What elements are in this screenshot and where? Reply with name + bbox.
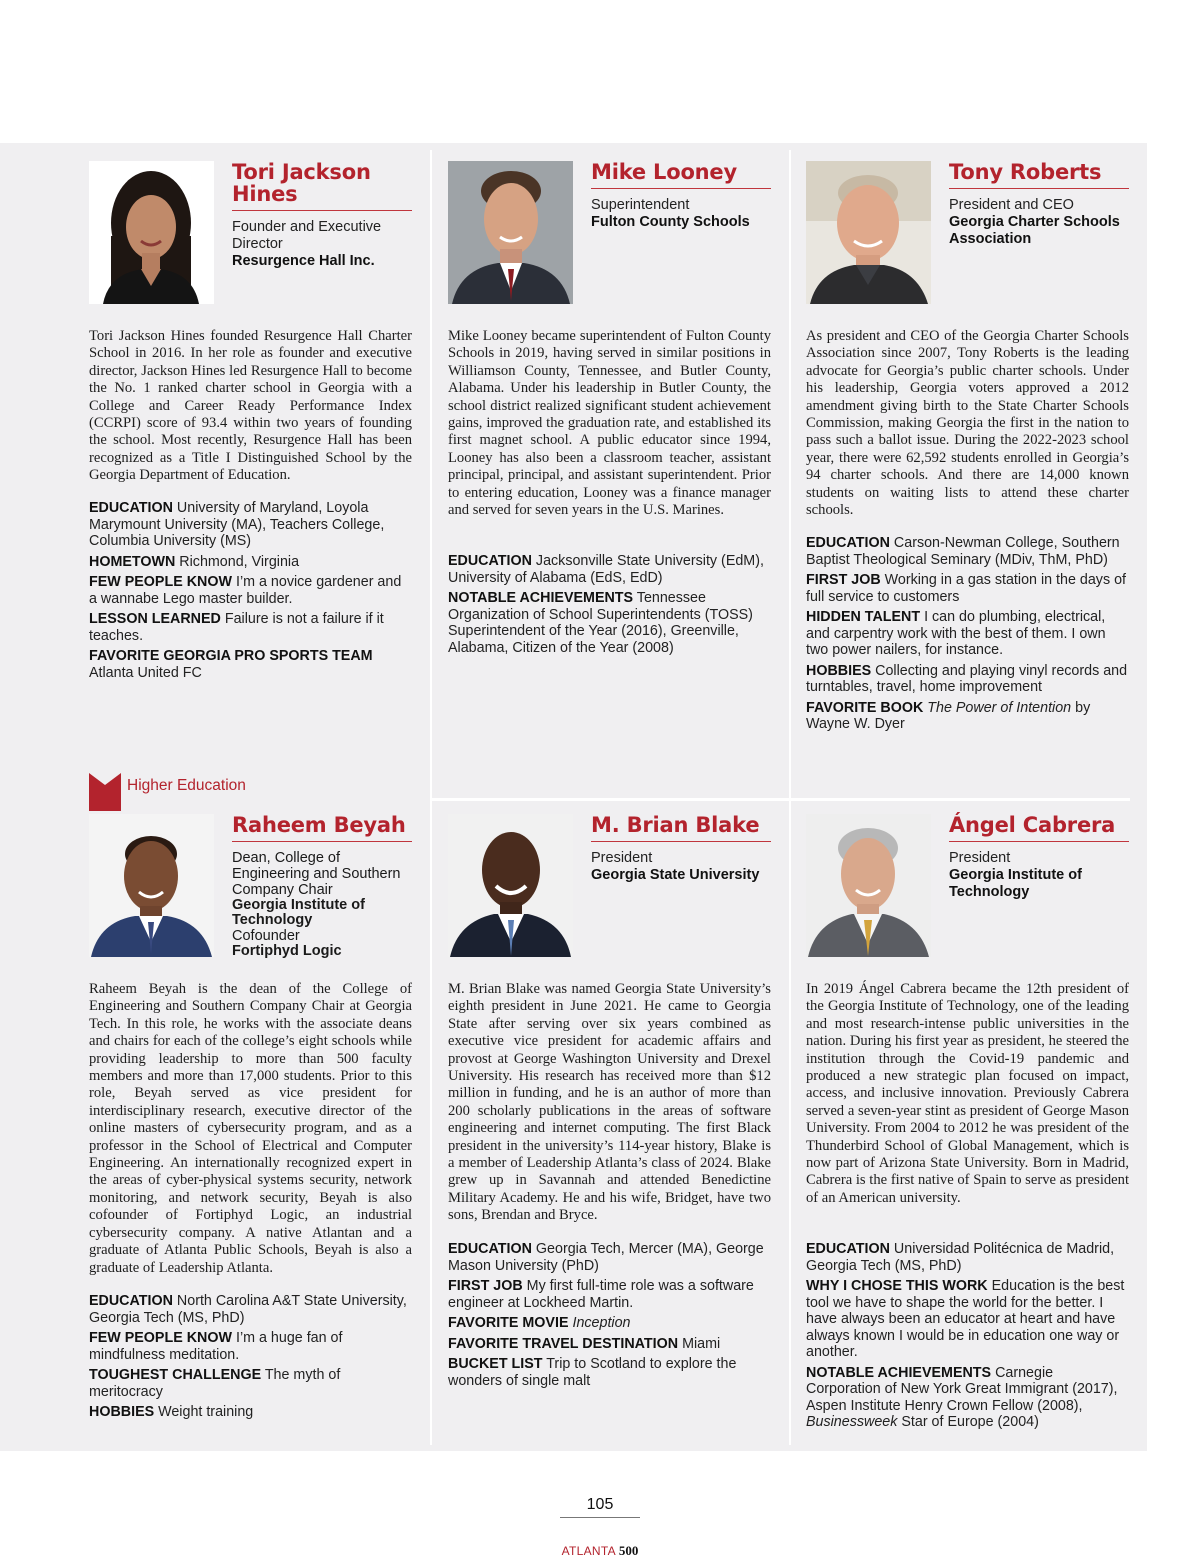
profile-header	[591, 161, 771, 231]
profile-header	[232, 161, 412, 270]
fact-favorite-book: FAVORITE BOOK The Power of Intention by Wayne W. Dyer	[806, 699, 1091, 732]
profile-organization-secondary: Fortiphyd Logic	[232, 943, 342, 959]
section-label: Higher Education	[127, 777, 246, 794]
profile-name: M. Brian Blake	[591, 814, 771, 842]
fact-lesson-learned: LESSON LEARNED Failure is not a failure if it teaches.	[89, 611, 384, 644]
profile-title: Founder and Executive Director	[232, 219, 382, 252]
fact-first-job: FIRST JOB My first full-time role was a software engineer at Lockheed Martin.	[448, 1278, 754, 1311]
fact-hobbies: HOBBIES Weight training	[89, 1404, 254, 1420]
profile-header	[591, 814, 771, 884]
fact-favorite-travel-destination: FAVORITE TRAVEL DESTINATION Miami	[448, 1335, 721, 1352]
fact-hobbies: HOBBIES Collecting and playing vinyl records and turntables, travel, home improvement	[806, 662, 1128, 695]
fact-toughest-challenge: TOUGHEST CHALLENGE The myth of meritocracy	[89, 1367, 341, 1400]
profile-bio: Mike Looney became superintendent of Fulton County Schools in 2019, having served in similar positions in Williamson County, Tennessee, and Butler County, Alabama. Under his leadership in Butler County, the school district realized significant student achievement gains, improved the graduation rate, and established its first magnet school. A public educator since 1994, Looney has also been a classroom teacher, assistant principal, principal, and assistant superintendent. Prior to entering education, Looney was a finance manager and served for seven years in the U.S. Marines.	[448, 328, 771, 519]
fact-notable-achievements: NOTABLE ACHIEVEMENTS Tennessee Organization of School Superintendents (TOSS) Superintendent of the Year (2016), Greenville, Alabama, Citizen of the Year (2008)	[448, 590, 753, 656]
fact-notable-achievements: NOTABLE ACHIEVEMENTS Carnegie Corporation of New York Great Immigrant (2017), Aspen Institute Henry Crown Fellow (2008), Businessweek Star of Europe (2004)	[806, 1364, 1118, 1430]
portrait-photo	[448, 814, 573, 957]
profile-name: Tony Roberts	[949, 161, 1129, 189]
profile-header	[232, 814, 412, 959]
profile-name: Mike Looney	[591, 161, 771, 189]
profile-organization: Georgia Charter Schools Association	[949, 214, 1120, 247]
profile-title: Superintendent	[591, 197, 690, 213]
fact-education: EDUCATION Georgia Tech, Mercer (MA), George Mason University (PhD)	[448, 1241, 764, 1274]
profile-bio: M. Brian Blake was named Georgia State University’s eighth president in June 2021. He came to Georgia State after serving over six years combined as executive vice president for academic affairs and provost at George Washington University and Drexel University. His research has received more than $12 million in funding, and he is an author of more than 200 scholarly publications in the areas of software engineering and internet computing. The first Black president in the university’s 114-year history, Blake is a member of Leadership Atlanta’s class of 2024. Blake grew up in Savannah and attended Benedictine Military Academy. He and his wife, Bridget, have two sons, Brendan and Bryce.	[448, 981, 771, 1224]
fact-first-job: FIRST JOB Working in a gas station in the days of full service to customers	[806, 572, 1126, 605]
page-number: 105	[560, 1496, 640, 1518]
row-divider	[430, 798, 1130, 801]
fact-why-i-chose-this-work: WHY I CHOSE THIS WORK Education is the best tool we have to shape the world for the better. I have always been an educator at heart and have always known I would be in education one way or another.	[806, 1278, 1125, 1360]
fact-favorite-team: FAVORITE GEORGIA PRO SPORTS TEAM Atlanta United FC	[89, 648, 373, 681]
profile-title-secondary: Cofounder	[232, 928, 300, 944]
fact-bucket-list: BUCKET LIST Trip to Scotland to explore the wonders of single malt	[448, 1356, 737, 1389]
profile-organization: Georgia State University	[591, 867, 760, 883]
profile-title: President	[591, 850, 653, 866]
fact-education: EDUCATION Carson-Newman College, Southern Baptist Theological Seminary (MDiv, ThM, PhD)	[806, 535, 1120, 568]
profile-name: Tori Jackson Hines	[232, 161, 412, 211]
fact-favorite-movie: FAVORITE MOVIE Inception	[448, 1315, 631, 1331]
profile-title: President	[949, 850, 1011, 866]
profile-bio: Raheem Beyah is the dean of the College of Engineering and Southern Company Chair at Georgia Tech. In this role, he works with the associate deans and chairs for each of the college’s eight schools while providing leadership to more than 500 faculty members and more than 17,000 students. Prior to this role, Beyah served as vice president for interdisciplinary research, executive director of the online masters of cybersecurity program, and as a professor in the School of Electrical and Computer Engineering. An internationally recognized expert in the areas of cyber-physical systems security, network monitoring, and network security, Beyah is also cofounder of Fortiphyd Logic, an industrial cybersecurity company. A native Atlantan and a graduate of Atlanta Public Schools, Beyah is also a graduate of Leadership Atlanta.	[89, 981, 412, 1276]
profile-facts	[448, 553, 771, 660]
profile-organization: Georgia Institute of Technology	[949, 867, 1082, 900]
profile-title: President and CEO	[949, 197, 1074, 213]
portrait-photo	[806, 814, 931, 957]
fact-education: EDUCATION Universidad Politécnica de Madrid, Georgia Tech (MS, PhD)	[806, 1241, 1115, 1274]
profile-header	[949, 161, 1129, 248]
profile-bio: In 2019 Ángel Cabrera became the 12th president of the Georgia Institute of Technology, one of the leading and most research-intense public universities in the nation. During his first year as president, he steered the institution through the Covid-19 pandemic and produced a new strategic plan focused on impact, access, and inclusive innovation. Previously Cabrera served a seven-year stint as president of George Mason University. From 2004 to 2012 he was president of the Thunderbird School of Global Management, which is now part of Arizona State University. Born in Madrid, Cabrera is the first native of Spain to serve as president of an American university.	[806, 981, 1129, 1206]
profile-organization: Resurgence Hall Inc.	[232, 253, 375, 269]
profile-bio: Tori Jackson Hines founded Resurgence Hall Charter School in 2016. In her role as founder and executive director, Jackson Hines led Resurgence Hall to become the No. 1 ranked charter school in Georgia with a College and Career Ready Performance Index (CCRPI) score of 93.4 within two years of founding the school. Most recently, Resurgence Hall has been recognized as a Title I Distinguished School by the Georgia Department of Education.	[89, 328, 412, 484]
fact-education: EDUCATION University of Maryland, Loyola Marymount University (MA), Teachers College, Columbia University (MS)	[89, 500, 385, 549]
profile-name: Ángel Cabrera	[949, 814, 1129, 842]
profile-title: Dean, College of Engineering and Southern Company Chair	[232, 850, 401, 898]
portrait-photo	[89, 161, 214, 304]
fact-education: EDUCATION North Carolina A&T State University, Georgia Tech (MS, PhD)	[89, 1293, 407, 1326]
profile-facts	[806, 535, 1129, 737]
fact-hometown: HOMETOWN Richmond, Virginia	[89, 553, 300, 570]
fact-few-people-know: FEW PEOPLE KNOW I’m a huge fan of mindfulness meditation.	[89, 1330, 343, 1363]
fact-hidden-talent: HIDDEN TALENT I can do plumbing, electrical, and carpentry work with the best of them. I own two power nailers, for instance.	[806, 609, 1106, 658]
profile-facts	[448, 1241, 771, 1393]
profile-facts	[89, 500, 412, 685]
fact-education: EDUCATION Jacksonville State University (EdM), University of Alabama (EdS, EdD)	[448, 553, 764, 586]
profile-header	[949, 814, 1129, 901]
portrait-photo	[806, 161, 931, 304]
portrait-photo	[448, 161, 573, 304]
profile-facts	[806, 1241, 1129, 1435]
portrait-photo	[89, 814, 214, 957]
profile-facts	[89, 1293, 412, 1425]
fact-few-people-know: FEW PEOPLE KNOW I’m a novice gardener and a wannabe Lego master builder.	[89, 574, 402, 607]
profile-organization: Georgia Institute of Technology	[232, 897, 365, 928]
profile-bio: As president and CEO of the Georgia Charter Schools Association since 2007, Tony Roberts is the leading advocate for Georgia’s public charter schools. Under his leadership, Georgia voters approved a 2012 amendment giving birth to the State Charter Schools Commission, making Georgia the first in the nation to pass such a ballot issue. During the 2022-2023 school year, there were 62,592 students enrolled in Georgia’s 94 charter schools. And there are 14,000 known students on waiting lists to attend these charter schools.	[806, 328, 1129, 519]
section-flag-icon	[89, 773, 121, 811]
profile-organization: Fulton County Schools	[591, 214, 750, 230]
publication-brand: ATLANTA 500	[561, 1543, 639, 1558]
profile-name: Raheem Beyah	[232, 814, 412, 842]
